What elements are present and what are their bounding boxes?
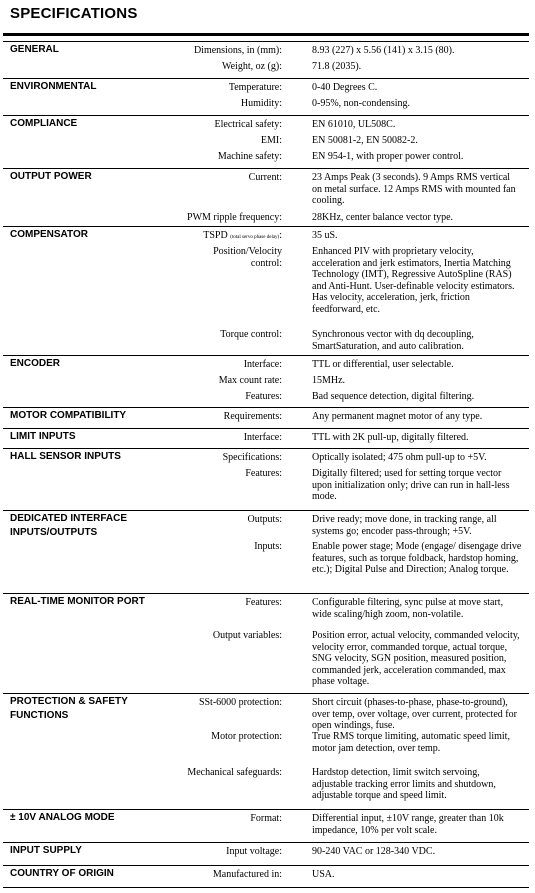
title-divider: [3, 33, 529, 36]
spec-value: 8.93 (227) x 5.56 (141) x 3.15 (80).: [312, 45, 455, 56]
spec-value: TTL or differential, user selectable.: [312, 359, 454, 370]
spec-label-text: Max count rate:: [218, 375, 282, 386]
section-motor-compatibility: [3, 407, 529, 428]
section-output-power: [3, 168, 529, 226]
spec-label: [62, 359, 282, 371]
section-title: HALL SENSOR INPUTS: [10, 451, 121, 462]
spec-label: [62, 119, 282, 131]
section-title: ± 10V ANALOG MODE: [10, 812, 115, 823]
section-environmental: [3, 78, 529, 115]
section-real-time-monitor-port: [3, 593, 529, 693]
spec-label-text: Format:: [250, 813, 282, 824]
spec-label: [62, 468, 282, 480]
page-title: SPECIFICATIONS: [10, 5, 138, 22]
section-title: COMPENSATOR: [10, 229, 88, 240]
spec-label-text: Torque control:: [220, 329, 282, 340]
section-input-supply: [3, 842, 529, 865]
spec-label-text: Temperature:: [228, 82, 282, 93]
spec-label-text: Humidity:: [240, 98, 282, 109]
section-title: GENERAL: [10, 44, 59, 55]
spec-value: Digitally filtered; used for setting torque vector upon initialization only; drive can run in hall-less mode.: [312, 468, 510, 502]
spec-label-text: SSt-6000 protection:: [198, 697, 282, 708]
spec-value: TTL with 2K pull-up, digitally filtered.: [312, 432, 469, 443]
spec-label: [62, 151, 282, 163]
spec-label-text: Dimensions, in (mm):: [193, 45, 282, 56]
bottom-divider: [3, 887, 529, 888]
spec-value: 15MHz.: [312, 375, 346, 386]
spec-label-text: Electrical safety:: [214, 119, 282, 130]
spec-value: Enhanced PIV with proprietary velocity, acceleration and jerk estimators, Inertia Matching Technology (IMT), Regressive AutoSpline (RAS) and Anti-Hunt. User-definable velocity estimators. Has velocity, acceleration, jerk, friction feedforward, etc.: [312, 246, 515, 315]
spec-value: 90-240 VAC or 128-340 VDC.: [312, 846, 436, 857]
section-compensator: [3, 226, 529, 355]
spec-label: [62, 731, 282, 743]
spec-label: [62, 246, 282, 269]
section-title: OUTPUT POWER: [10, 171, 92, 182]
spec-value: USA.: [312, 869, 335, 880]
spec-value: Differential input, ±10V range, greater than 10k impedance, 10% per volt scale.: [312, 813, 504, 836]
section-title: MOTOR COMPATIBILITY: [10, 410, 127, 421]
spec-label: [62, 212, 282, 224]
spec-value: Position error, actual velocity, commanded velocity, velocity error, commanded torque, actual torque, SNG velocity, SGN position, measured position, commanded jerk, acceleration commanded, max phase voltage.: [312, 630, 520, 687]
section-title: PROTECTION & SAFETY FUNCTIONS: [10, 696, 128, 721]
section-dedicated-interface-inputs-outputs: [3, 510, 529, 593]
spec-value: 35 uS.: [312, 230, 338, 241]
spec-label: [62, 846, 282, 858]
spec-label: [62, 98, 282, 110]
spec-value: 0-95%, non-condensing.: [312, 98, 411, 109]
spec-label: [62, 767, 282, 779]
spec-label: [62, 697, 282, 709]
section-country-of-origin: [3, 865, 529, 887]
spec-label-text: Specifications:: [222, 452, 282, 463]
spec-value: 23 Amps Peak (3 seconds). 9 Amps RMS vertical on metal surface. 12 Amps RMS with mounted fan cooling.: [312, 172, 516, 206]
section-title: LIMIT INPUTS: [10, 431, 76, 442]
section-title: COMPLIANCE: [10, 118, 78, 129]
spec-label-text: Features:: [245, 468, 282, 479]
section-title: INPUT SUPPLY: [10, 845, 82, 856]
spec-label: [62, 375, 282, 387]
section-title: COUNTRY OF ORIGIN: [10, 868, 114, 879]
section-hall-sensor-inputs: [3, 448, 529, 510]
spec-value: EN 50081-2, EN 50082-2.: [312, 135, 418, 146]
spec-label-text: PWM ripple frequency:: [187, 212, 282, 223]
spec-label-text: Interface:: [243, 359, 282, 370]
section-protection-safety-functions: [3, 693, 529, 809]
spec-value: Optically isolated; 475 ohm pull-up to +5V.: [312, 452, 487, 463]
spec-label: [62, 869, 282, 881]
spec-label-text: EMI:: [260, 135, 282, 146]
spec-value: Short circuit (phases-to-phase, phase-to-ground), over temp, over voltage, over current, protected for open windings, fuse.: [312, 697, 517, 731]
spec-value: 28KHz, center balance vector type.: [312, 212, 454, 223]
spec-value: Enable power stage; Mode (engage/ disengage drive features, such as torque foldback, hardstop homing, etc.); Digital Pulse and Direction; Analog torque.: [312, 541, 522, 575]
spec-value: Any permanent magnet motor of any type.: [312, 411, 483, 422]
section-title: ENVIRONMENTAL: [10, 81, 97, 92]
section-compliance: [3, 115, 529, 168]
section-encoder: [3, 355, 529, 407]
spec-label-text: Inputs:: [254, 541, 282, 552]
spec-label: [62, 514, 282, 526]
spec-label: [62, 45, 282, 57]
spec-label-suffix: :: [279, 230, 282, 241]
spec-label: [62, 452, 282, 464]
spec-value: EN 61010, UL508C.: [312, 119, 396, 130]
section-general: [3, 41, 529, 78]
spec-label-text: Features:: [245, 391, 282, 402]
spec-label-text: Input voltage:: [226, 846, 282, 857]
spec-label: [62, 82, 282, 94]
spec-label: [62, 411, 282, 423]
spec-label-text: Mechanical safeguards:: [187, 767, 282, 778]
spec-label: [62, 329, 282, 341]
section-title: ENCODER: [10, 358, 61, 369]
spec-label: [62, 541, 282, 553]
section-limit-inputs: [3, 428, 529, 448]
spec-label-text: Requirements:: [223, 411, 282, 422]
spec-label-text: Position/Velocity control:: [213, 246, 282, 269]
spec-label: [62, 630, 282, 642]
section-title: DEDICATED INTERFACE INPUTS/OUTPUTS: [10, 513, 128, 538]
spec-value: Drive ready; move done, in tracking range, all systems go; encoder pass-through; +5V.: [312, 514, 497, 537]
spec-label-text: Machine safety:: [217, 151, 282, 162]
spec-value: Hardstop detection, limit switch servoing, adjustable tracking error limits and shutdown, adjustable torque and speed limit.: [312, 767, 496, 801]
spec-label: [62, 135, 282, 147]
spec-label-text: Features:: [245, 597, 282, 608]
spec-label-text: Weight, oz (g):: [221, 61, 282, 72]
spec-label: [62, 61, 282, 73]
spec-label-note: (total servo phase delay): [230, 235, 280, 240]
spec-label: [62, 432, 282, 444]
spec-value: EN 954-1, with proper power control.: [312, 151, 464, 162]
section-10v-analog-mode: [3, 809, 529, 842]
spec-value: Synchronous vector with dq decoupling, SmartSaturation, and auto calibration.: [312, 329, 474, 352]
spec-label: [62, 172, 282, 184]
spec-value: Bad sequence detection, digital filtering.: [312, 391, 475, 402]
spec-label-text: Current:: [248, 172, 282, 183]
spec-label-text: Manufactured in:: [212, 869, 282, 880]
spec-value: Configurable filtering, sync pulse at move start, wide scaling/high zoom, non-volatile.: [312, 597, 504, 620]
spec-label: [62, 230, 282, 244]
spec-label: [62, 391, 282, 403]
spec-value: 0-40 Degrees C.: [312, 82, 378, 93]
spec-label: [62, 597, 282, 609]
spec-value: 71.8 (2035).: [312, 61, 362, 72]
spec-label-text: Outputs:: [247, 514, 282, 525]
spec-label-text: Interface:: [243, 432, 282, 443]
spec-label: [62, 813, 282, 825]
section-title: REAL-TIME MONITOR PORT: [10, 596, 145, 607]
spec-label-text: Output variables:: [212, 630, 282, 641]
spec-label-text: TSPD: [203, 230, 228, 241]
spec-value: True RMS torque limiting, automatic speed limit, motor jam detection, over temp.: [312, 731, 510, 754]
spec-label-text: Motor protection:: [211, 731, 282, 742]
